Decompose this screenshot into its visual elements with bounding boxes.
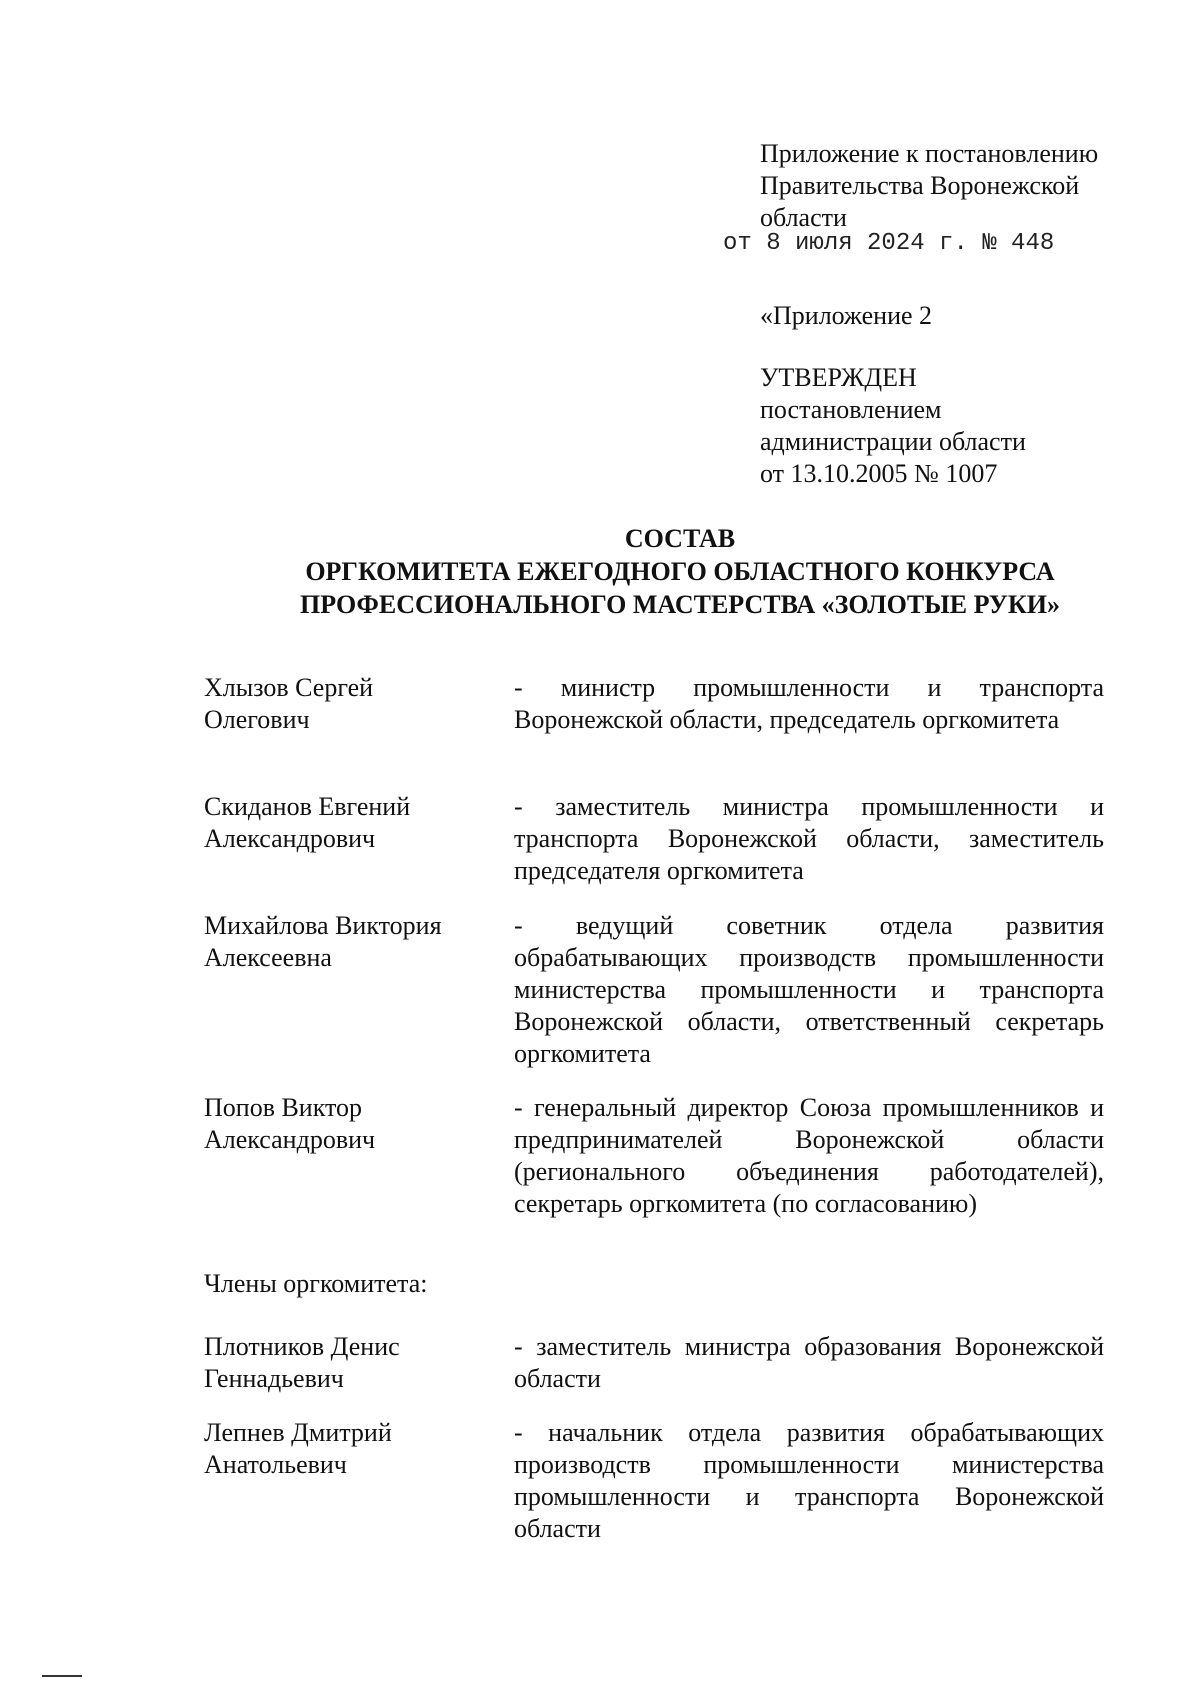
- name-line: Лепнев Дмитрий: [204, 1418, 392, 1447]
- name-line: Плотников Денис: [204, 1332, 400, 1361]
- member-role: [514, 1331, 1104, 1395]
- role-text: - министр промышленности и транспорта Воронежской области, председатель оргкомитета: [514, 673, 1104, 734]
- role-text: - ведущий советник отдела развития обрабатывающих производств промышленности министерства промышленности и транспорта Воронежской области, ответственный секретарь оргкомитета: [514, 911, 1104, 1068]
- name-line: Геннадьевич: [204, 1364, 344, 1393]
- name-line: Александрович: [204, 824, 376, 853]
- appendix-line: области: [760, 203, 847, 232]
- name-line: Хлызов Сергей: [204, 673, 374, 702]
- members-section-label: Члены оргкомитета:: [204, 1269, 428, 1298]
- name-line: Попов Виктор: [204, 1093, 363, 1122]
- role-text: - заместитель министра промышленности и транспорта Воронежской области, заместитель председателя оргкомитета: [514, 792, 1104, 885]
- member-name: [204, 1417, 494, 1481]
- name-line: Алексеевна: [204, 943, 332, 972]
- member-role: [514, 1092, 1104, 1220]
- role-text: - начальник отдела развития обрабатывающих производств промышленности министерства промышленности и транспорта Воронежской области: [514, 1418, 1104, 1543]
- approval-block: [760, 362, 1180, 490]
- name-line: Скиданов Евгений: [204, 792, 411, 821]
- appendix-header: [760, 138, 1180, 234]
- document-title: [120, 522, 1200, 621]
- approval-line: администрации области: [760, 427, 1026, 456]
- member-name: [204, 910, 494, 974]
- name-line: Александрович: [204, 1125, 376, 1154]
- name-line: Анатольевич: [204, 1450, 347, 1479]
- member-role: [514, 672, 1104, 736]
- approval-line: от 13.10.2005 № 1007: [760, 459, 998, 488]
- name-line: Олегович: [204, 705, 310, 734]
- approval-line: УТВЕРЖДЕН: [760, 363, 917, 392]
- title-line: ПРОФЕССИОНАЛЬНОГО МАСТЕРСТВА «ЗОЛОТЫЕ РУКИ»: [300, 590, 1060, 619]
- footer-rule: [42, 1675, 82, 1677]
- member-role: [514, 791, 1104, 887]
- previous-appendix-label: «Приложение 2: [760, 301, 933, 330]
- member-name: [204, 1092, 494, 1156]
- title-line: ОРГКОМИТЕТА ЕЖЕГОДНОГО ОБЛАСТНОГО КОНКУРСА: [305, 557, 1055, 586]
- registration-stamp: от 8 июля 2024 г. № 448: [723, 230, 1055, 257]
- name-line: Михайлова Виктория: [204, 911, 442, 940]
- member-name: [204, 672, 494, 736]
- appendix-line: Приложение к постановлению: [760, 139, 1099, 168]
- member-role: [514, 910, 1104, 1070]
- member-role: [514, 1417, 1104, 1545]
- member-name: [204, 1331, 494, 1395]
- member-name: [204, 791, 494, 855]
- role-text: - заместитель министра образования Воронежской области: [514, 1332, 1104, 1393]
- approval-line: постановлением: [760, 395, 942, 424]
- appendix-line: Правительства Воронежской: [760, 171, 1080, 200]
- role-text: - генеральный директор Союза промышленников и предпринимателей Воронежской области (регионального объединения работодателей), секретарь оргкомитета (по согласованию): [514, 1093, 1104, 1218]
- title-line: СОСТАВ: [624, 524, 736, 553]
